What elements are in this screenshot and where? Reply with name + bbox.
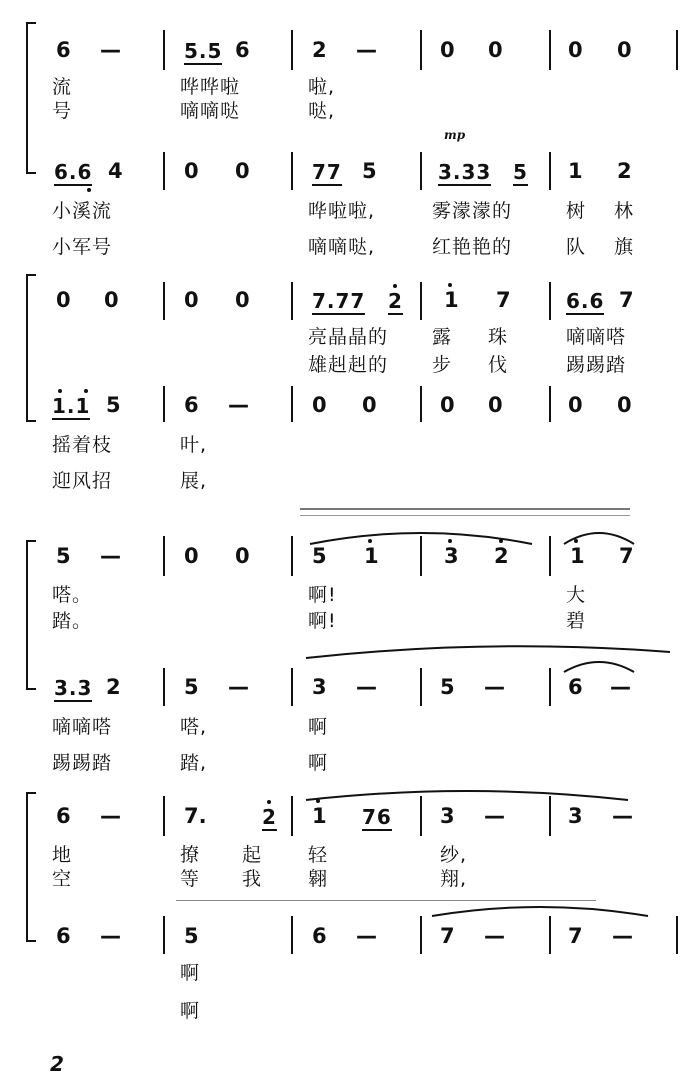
dash: — [612, 804, 633, 828]
dash: — [228, 393, 249, 417]
barline [163, 916, 165, 954]
lyric: 空 [52, 868, 73, 890]
barline [549, 282, 551, 320]
note-group: 76 [362, 805, 392, 829]
lyric: 红艳艳的 [432, 236, 513, 258]
note: 7 [440, 924, 455, 948]
note: 5 [184, 924, 199, 948]
barline [291, 796, 293, 836]
barline [549, 386, 551, 422]
lyric: 啊 [308, 752, 329, 774]
rest: 0 [440, 393, 455, 417]
barline [420, 386, 422, 422]
rest: 0 [312, 393, 327, 417]
dash: — [484, 924, 505, 948]
rest: 0 [56, 288, 71, 312]
lyric: 碧 [566, 610, 587, 632]
lyric: 伐 [488, 354, 509, 376]
lyric: 起 [242, 844, 263, 866]
rest: 0 [488, 393, 503, 417]
octave-dot [84, 389, 88, 393]
lyric: 纱, [440, 844, 468, 866]
rest: 0 [362, 393, 377, 417]
barline [549, 536, 551, 576]
lyric: 嗒。 [52, 584, 93, 606]
barline [549, 152, 551, 190]
note: 1 [364, 544, 379, 568]
barline [420, 152, 422, 190]
note: 2 [617, 159, 632, 183]
tie-line [300, 515, 630, 516]
lyric: 大 [566, 584, 587, 606]
lyric: 啊! [308, 584, 337, 606]
octave-dot [368, 539, 372, 543]
system-bracket [26, 540, 28, 690]
barline [676, 30, 678, 70]
barline [163, 282, 165, 320]
barline [549, 916, 551, 954]
lyric: 队 [566, 236, 587, 258]
note: 2 [312, 38, 327, 62]
note: 7. [184, 804, 207, 828]
note: 6 [56, 38, 71, 62]
note: 2 [262, 805, 277, 829]
lyric: 叶, [180, 434, 208, 456]
octave-dot [393, 284, 397, 288]
barline [291, 282, 293, 320]
dash: — [610, 675, 631, 699]
note: 1 [312, 804, 327, 828]
barline [549, 668, 551, 706]
note: 7 [568, 924, 583, 948]
note: 6 [56, 924, 71, 948]
barline [163, 668, 165, 706]
lyric: 哗啦啦, [308, 200, 376, 222]
tie-line [300, 508, 630, 510]
dash: — [356, 675, 377, 699]
lyric: 树 [566, 200, 587, 222]
lyric: 翱 [308, 868, 329, 890]
lyric: 珠 [488, 326, 509, 348]
lyric: 踏, [180, 752, 208, 774]
lyric: 迎风招 [52, 470, 113, 492]
lyric: 小溪流 [52, 200, 113, 222]
barline [291, 152, 293, 190]
note: 2 [388, 289, 403, 313]
dash: — [612, 924, 633, 948]
rest: 0 [235, 288, 250, 312]
dash: — [100, 544, 121, 568]
lyric: 翔, [440, 868, 468, 890]
lyric: 撩 [180, 844, 201, 866]
note-group: 7.77 [312, 289, 366, 313]
octave-dot [574, 539, 578, 543]
note: 5 [440, 675, 455, 699]
rest: 0 [104, 288, 119, 312]
note: 7 [619, 544, 634, 568]
rest: 0 [488, 38, 503, 62]
note: 7 [619, 288, 634, 312]
barline [163, 152, 165, 190]
note-group: 5.5 [184, 39, 223, 63]
barline [676, 916, 678, 954]
lyric: 踏。 [52, 610, 93, 632]
barline [549, 30, 551, 70]
note: 7 [496, 288, 511, 312]
lyric: 啦, [308, 76, 336, 98]
rest: 0 [184, 544, 199, 568]
rest: 0 [235, 544, 250, 568]
lyric: 雾濛濛的 [432, 200, 513, 222]
tie-line [176, 900, 596, 901]
octave-dot [448, 539, 452, 543]
lyric: 旗 [614, 236, 635, 258]
note: 3 [568, 804, 583, 828]
lyric: 展, [180, 470, 208, 492]
lyric: 林 [614, 200, 635, 222]
note: 1 [444, 288, 459, 312]
dash: — [228, 675, 249, 699]
barline [420, 668, 422, 706]
note: 5 [513, 160, 528, 184]
barline [420, 282, 422, 320]
note-group: 1.1 [52, 394, 91, 418]
barline [163, 30, 165, 70]
rest: 0 [235, 159, 250, 183]
barline [291, 536, 293, 576]
lyric: 嘀嘀嗒 [52, 716, 113, 738]
lyric: 雄赳赳的 [308, 354, 389, 376]
octave-dot [87, 188, 91, 192]
barline [420, 30, 422, 70]
lyric: 嗒, [180, 716, 208, 738]
barline [420, 796, 422, 836]
dash: — [100, 804, 121, 828]
system-bracket [26, 274, 28, 422]
note: 5 [184, 675, 199, 699]
note: 3 [312, 675, 327, 699]
rest: 0 [440, 38, 455, 62]
lyric: 摇着枝 [52, 434, 113, 456]
lyric: 露 [432, 326, 453, 348]
note: 2 [106, 675, 121, 699]
lyric: 啊! [308, 610, 337, 632]
lyric: 啊 [180, 962, 201, 984]
lyric: 踢踢踏 [566, 354, 627, 376]
dash: — [356, 38, 377, 62]
barline [420, 916, 422, 954]
barline [291, 668, 293, 706]
lyric: 地 [52, 844, 73, 866]
note: 5 [362, 159, 377, 183]
barline [549, 796, 551, 836]
lyric: 我 [242, 868, 263, 890]
barline [420, 536, 422, 576]
rest: 0 [184, 159, 199, 183]
rest: 0 [568, 393, 583, 417]
lyric: 等 [180, 868, 201, 890]
note: 5 [56, 544, 71, 568]
note: 5 [106, 393, 121, 417]
page-number: 2 [50, 1052, 64, 1076]
note: 6 [184, 393, 199, 417]
lyric: 哗哗啦 [180, 76, 241, 98]
note-group: 6.6 [54, 160, 93, 184]
note: 6 [56, 804, 71, 828]
note: 5 [312, 544, 327, 568]
note: 2 [494, 544, 509, 568]
lyric: 啊 [180, 1000, 201, 1022]
note: 1 [568, 159, 583, 183]
slur [430, 902, 650, 918]
dash: — [100, 38, 121, 62]
barline [291, 916, 293, 954]
rest: 0 [617, 393, 632, 417]
slur [304, 786, 630, 802]
lyric: 号 [52, 100, 73, 122]
lyric: 哒, [308, 100, 336, 122]
dash: — [484, 804, 505, 828]
octave-dot [499, 539, 503, 543]
lyric: 小军号 [52, 236, 113, 258]
barline [163, 536, 165, 576]
note: 1 [570, 544, 585, 568]
system-bracket [26, 22, 28, 174]
octave-dot [267, 800, 271, 804]
system-bracket [26, 792, 28, 942]
note: 6 [235, 38, 250, 62]
lyric: 亮晶晶的 [308, 326, 389, 348]
note: 4 [108, 159, 123, 183]
note-group: 77 [312, 160, 342, 184]
lyric: 轻 [308, 844, 329, 866]
lyric: 嘀嘀哒, [308, 236, 376, 258]
rest: 0 [184, 288, 199, 312]
dash: — [100, 924, 121, 948]
lyric: 流 [52, 76, 73, 98]
barline [291, 386, 293, 422]
lyric: 嘀嘀哒 [180, 100, 241, 122]
lyric: 啊 [308, 716, 329, 738]
dynamic-marking: mp [444, 128, 466, 142]
note: 3 [444, 544, 459, 568]
dash: — [356, 924, 377, 948]
lyric: 踢踢踏 [52, 752, 113, 774]
rest: 0 [617, 38, 632, 62]
slur [562, 526, 636, 546]
dash: — [484, 675, 505, 699]
barline [163, 796, 165, 836]
barline [163, 386, 165, 422]
note-group: 3.3 [54, 676, 93, 700]
note-group: 6.6 [566, 289, 605, 313]
note: 6 [568, 675, 583, 699]
barline [291, 30, 293, 70]
rest: 0 [568, 38, 583, 62]
note: 6 [312, 924, 327, 948]
octave-dot [316, 799, 320, 803]
octave-dot [58, 389, 62, 393]
slur [562, 656, 636, 674]
note-group: 3.33 [438, 160, 492, 184]
octave-dot [448, 283, 452, 287]
lyric: 步 [432, 354, 453, 376]
lyric: 嘀嘀嗒 [566, 326, 627, 348]
note: 3 [440, 804, 455, 828]
